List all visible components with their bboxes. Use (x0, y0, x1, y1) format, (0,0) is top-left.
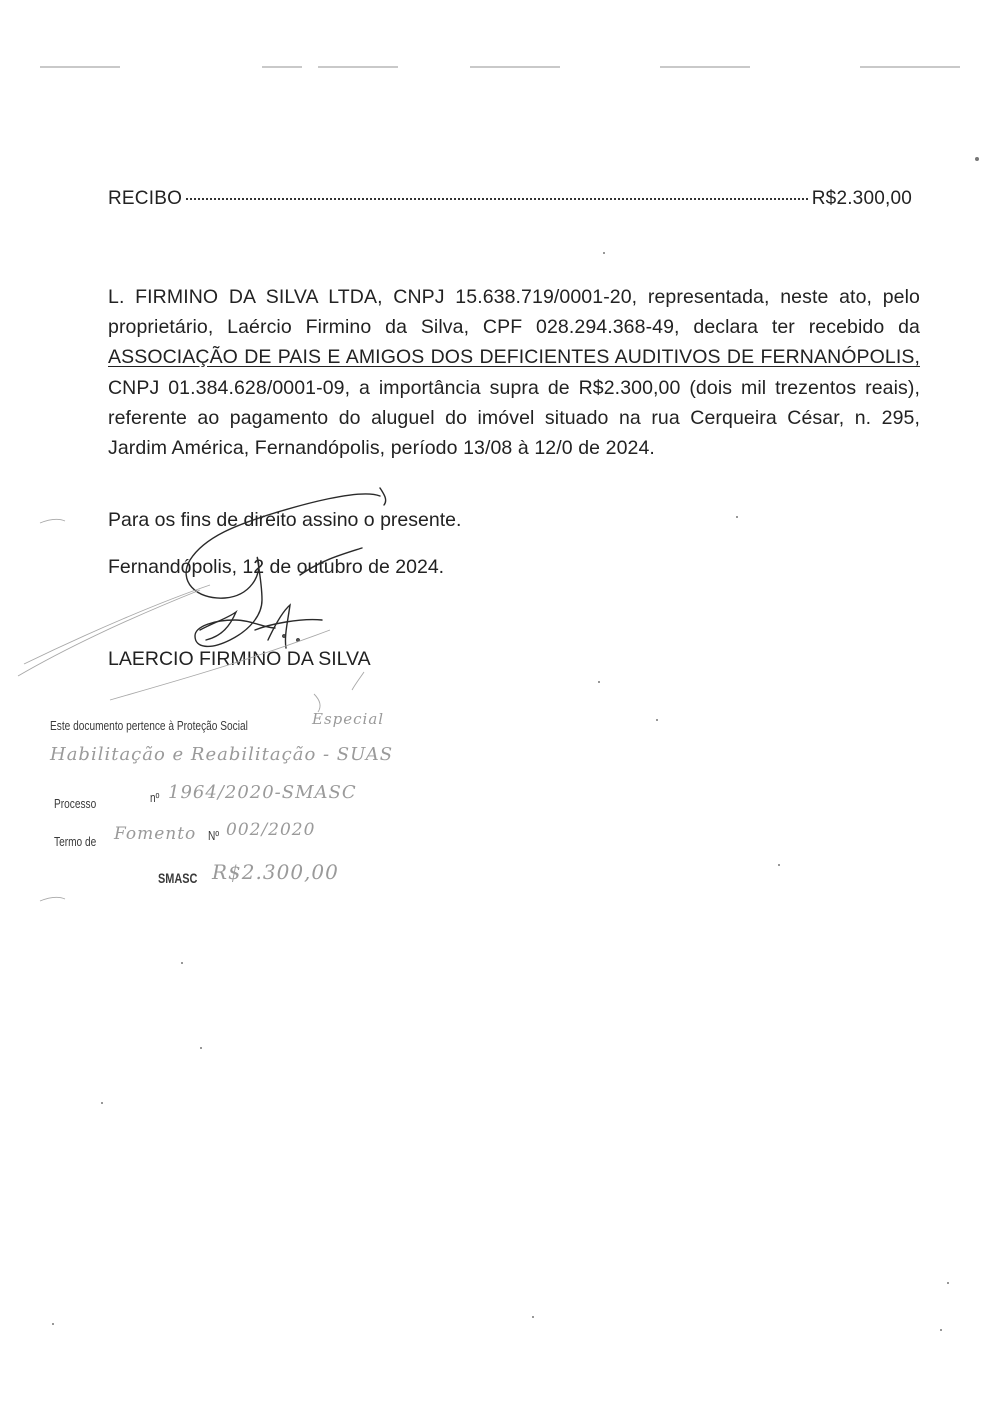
scan-speck (940, 1329, 942, 1331)
stamp-handwritten-service: Habilitação e Reabilitação - SUAS (50, 744, 394, 765)
signer-name: LAERCIO FIRMINO DA SILVA (108, 648, 371, 670)
paragraph-part-1: L. FIRMINO DA SILVA LTDA, CNPJ 15.638.719/0001-20, representada, neste ato, pelo proprietário, Laércio Firmino da Silva, CPF 028.294.368-49, declara ter recebido da (108, 286, 920, 339)
scan-speck (598, 681, 600, 683)
receipt-amount: R$2.300,00 (811, 188, 912, 209)
closing-statement: Para os fins de direito assino o presente. (108, 509, 462, 531)
stamp-termo-label: Termo de (54, 834, 97, 849)
scan-speck (603, 252, 605, 254)
scan-speck (975, 157, 979, 161)
place-and-date: Fernandópolis, 12 de outubro de 2024. (108, 556, 445, 578)
scan-speck (656, 719, 658, 721)
stamp-processo-value: 1964/2020-SMASC (168, 782, 357, 803)
scan-speck (181, 962, 183, 964)
stamp-termo-number-value: 002/2020 (226, 820, 316, 840)
scan-speck (200, 1047, 202, 1049)
stamp-termo-number-label: Nº (208, 828, 220, 843)
stamp-printed-line-1: Este documento pertence à Proteção Social (50, 718, 248, 733)
stamp-processo-number-label: nº (150, 790, 160, 805)
scan-speck (947, 1282, 949, 1284)
paragraph-part-2: CNPJ 01.384.628/0001-09, a importância supra de R$2.300,00 (dois mil trezentos reais), referente ao pagamento do aluguel do imóvel situado na rua Cerqueira César, n. 295, Jardim América, Fernandópolis, período 13/08 à 12/0 de 2024. (108, 376, 920, 460)
receipt-label: RECIBO (108, 188, 183, 209)
stamp-termo-value: Fomento (114, 824, 197, 844)
scan-speck (101, 1102, 103, 1104)
association-name: ASSOCIAÇÃO DE PAIS E AMIGOS DOS DEFICIENTES AUDITIVOS DE FERNANÓPOLIS, (108, 346, 920, 369)
scan-speck (52, 1323, 54, 1325)
stamp-smasc-value: R$2.300,00 (212, 860, 339, 884)
stamp-smasc-label: SMASC (158, 870, 198, 886)
protocol-stamp (50, 712, 430, 902)
scan-speck (532, 1316, 534, 1318)
scan-speck (736, 516, 738, 518)
stamp-handwritten-category: Especial (312, 710, 385, 728)
scan-speck (778, 864, 780, 866)
stamp-processo-label: Processo (54, 796, 97, 811)
